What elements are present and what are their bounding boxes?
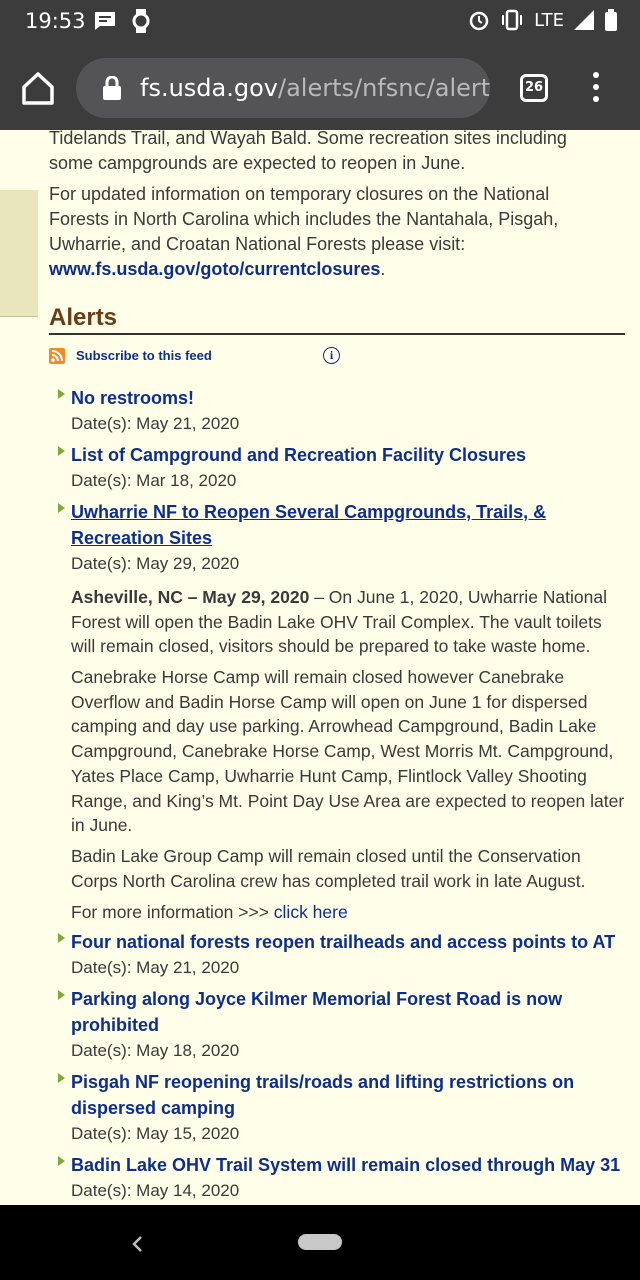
url-domain: fs.usda.gov bbox=[140, 74, 278, 102]
alert-title-link[interactable]: No restrooms! bbox=[71, 388, 195, 408]
bullet-icon bbox=[58, 933, 65, 943]
browser-toolbar bbox=[0, 46, 640, 130]
bullet-icon bbox=[58, 990, 65, 1000]
alert-title-link[interactable]: Pisgah NF reopening trails/roads and lifting restrictions on dispersed camping bbox=[71, 1072, 575, 1118]
info-icon[interactable]: i bbox=[323, 347, 340, 364]
rss-icon[interactable] bbox=[49, 348, 65, 364]
battery-icon bbox=[604, 9, 618, 31]
navigation-bar bbox=[0, 1205, 640, 1280]
closures-link[interactable]: www.fs.usda.gov/goto/currentclosures bbox=[49, 259, 381, 279]
alerts-heading: Alerts bbox=[49, 304, 118, 331]
alert-date: Date(s): May 14, 2020 bbox=[71, 1181, 240, 1200]
bullet-icon bbox=[58, 1073, 65, 1083]
alert-item bbox=[58, 442, 628, 494]
dateline: Asheville, NC – May 29, 2020 bbox=[71, 587, 310, 607]
alert-date: Date(s): Mar 18, 2020 bbox=[71, 471, 237, 490]
alert-item bbox=[58, 929, 628, 981]
alert-title-link[interactable]: Parking along Joyce Kilmer Memorial Forest Road is now prohibited bbox=[71, 989, 563, 1035]
watch-icon bbox=[131, 9, 151, 33]
paragraph-1: – On June 1, 2020, Uwharrie National Forest will open the Badin Lake OHV Trail Complex. The vault toilets will remain closed, visitors should be prepared to take waste home. bbox=[71, 587, 607, 657]
side-tab[interactable] bbox=[0, 260, 38, 317]
intro-line-1: Tidelands Trail, and Wayah Bald. Some recreation sites including bbox=[49, 130, 567, 148]
alarm-icon bbox=[468, 9, 490, 31]
paragraph-2: Canebrake Horse Camp will remain closed however Canebrake Overflow and Badin Horse Camp will open on June 1 for dispersed camping and day use parking. Arrowhead Campground, Badin Lake Campground, Canebrake Horse Camp, West Morris Mt. Campground, Yates Place Camp, Uwharrie Hunt Camp, Flintlock Valley Shooting Range, and King’s Mt. Point Day Use Area are expected to reopen later in June. bbox=[71, 667, 625, 836]
home-icon[interactable] bbox=[18, 69, 58, 107]
closures-end: . bbox=[380, 259, 386, 279]
alert-title-link[interactable]: Four national forests reopen trailheads and access points to AT bbox=[71, 932, 616, 952]
url-path: /alerts/nfsnc/alert bbox=[278, 74, 490, 102]
url-text bbox=[140, 74, 490, 102]
home-gesture-pill[interactable] bbox=[298, 1234, 342, 1250]
signal-icon bbox=[574, 10, 594, 30]
network-label: LTE bbox=[534, 9, 564, 31]
side-tab[interactable] bbox=[0, 190, 38, 267]
alert-item bbox=[58, 499, 548, 577]
alert-title-link[interactable]: List of Campground and Recreation Facility Closures bbox=[71, 445, 527, 465]
status-bar bbox=[0, 0, 640, 46]
alert-item bbox=[58, 385, 628, 437]
more-info-text: For more information >>> bbox=[71, 902, 274, 922]
alert-item bbox=[58, 1069, 578, 1147]
page-content bbox=[0, 130, 640, 1205]
alert-date: Date(s): May 21, 2020 bbox=[71, 414, 240, 433]
closures-text: For updated information on temporary closures on the National Forests in North Carolina which includes the Nantahala, Pisgah, Uwharrie, and Croatan National Forests please visit: bbox=[49, 184, 559, 254]
paragraph-3: Badin Lake Group Camp will remain closed until the Conservation Corps North Carolina crew has completed trail work in late August. bbox=[71, 846, 586, 891]
system-icons bbox=[468, 9, 618, 31]
subscribe-link[interactable]: Subscribe to this feed bbox=[76, 348, 212, 363]
alert-date: Date(s): May 21, 2020 bbox=[71, 958, 240, 977]
vibrate-icon bbox=[500, 9, 524, 31]
lock-icon bbox=[102, 76, 122, 100]
address-bar[interactable] bbox=[76, 58, 490, 118]
message-icon bbox=[93, 9, 117, 33]
alert-body-paragraph bbox=[71, 585, 629, 659]
bullet-icon bbox=[58, 1156, 65, 1166]
bullet-icon bbox=[58, 446, 65, 456]
divider bbox=[49, 333, 625, 335]
click-here-link[interactable]: click here bbox=[273, 902, 348, 922]
more-info-line bbox=[71, 900, 629, 925]
bullet-icon bbox=[58, 503, 65, 513]
alert-date: Date(s): May 15, 2020 bbox=[71, 1124, 240, 1143]
alert-title-link[interactable]: Uwharrie NF to Reopen Several Campgrounds, Trails, & Recreation Sites bbox=[71, 502, 547, 548]
tab-switcher-button[interactable]: 26 bbox=[520, 74, 548, 102]
status-time: 19:53 bbox=[25, 9, 86, 33]
closures-paragraph bbox=[49, 182, 609, 282]
back-icon[interactable] bbox=[128, 1234, 146, 1254]
alert-item bbox=[58, 986, 578, 1064]
alert-date: Date(s): May 29, 2020 bbox=[71, 554, 240, 573]
alert-title-link[interactable]: Badin Lake OHV Trail System will remain closed through May 31 bbox=[71, 1155, 621, 1175]
bullet-icon bbox=[58, 389, 65, 399]
alert-item bbox=[58, 1152, 628, 1204]
intro-line-2: some campgrounds are expected to reopen in June. bbox=[49, 153, 466, 173]
overflow-menu-icon[interactable] bbox=[586, 72, 606, 106]
notification-icons bbox=[93, 9, 151, 33]
alert-date: Date(s): May 18, 2020 bbox=[71, 1041, 240, 1060]
